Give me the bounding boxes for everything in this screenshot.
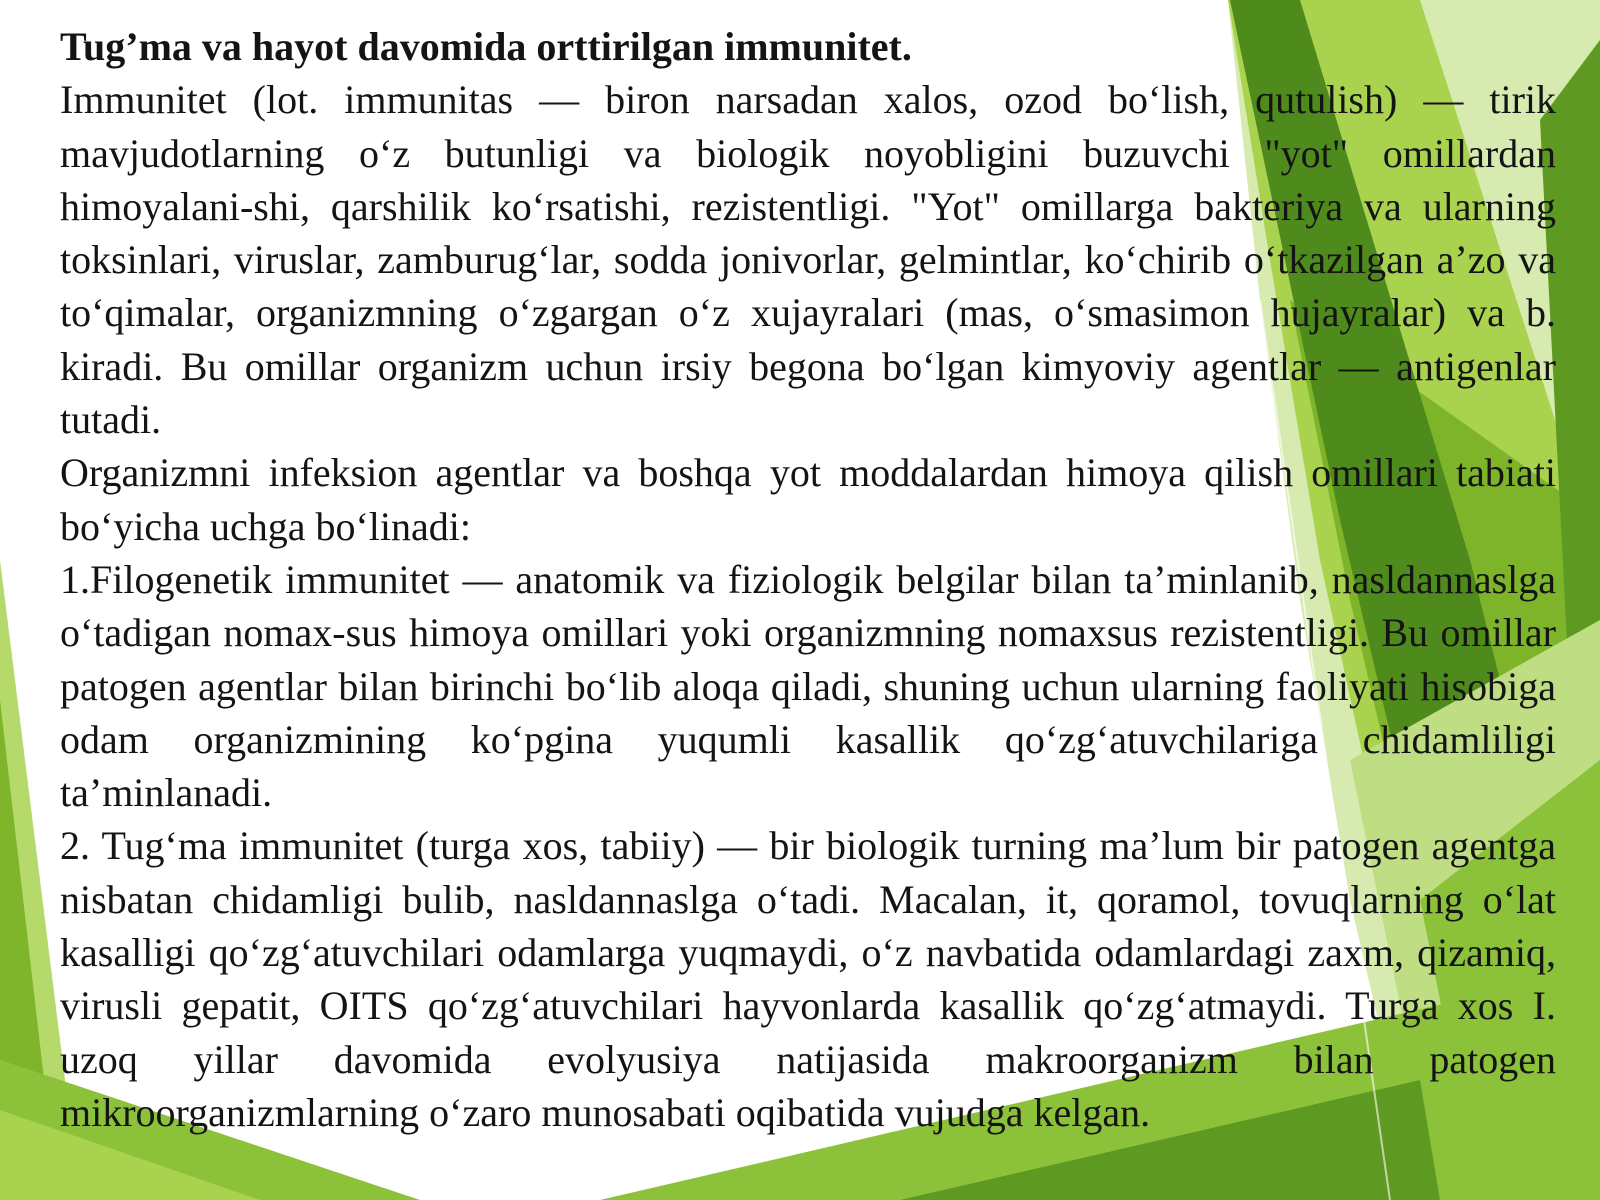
paragraph-innate-immunity: 2. Tugʻma immunitet (turga xos, tabiiy) — bir biologik turning ma’lum bir patogen agentga nisbatan chidamligi bulib, nasldannaslga oʻtadi. Macalan, it, qoramol, tovuqlarning oʻlat kasalligi qoʻzgʻatuvchilari odamlarga yuqmaydi, oʻz navbatida odamlardagi zaxm, qizamiq, virusli gepatit, OITS qoʻzgʻatuvchilari hayvonlarda kasallik qoʻzgʻatmaydi. Turga xos I. uzoq yillar davomida evolyusiya natijasida makroorganizm bilan patogen mikroorganizmlarning oʻzaro munosabati oqibatida vujudga kelgan. (60, 823, 1556, 1135)
paragraph-definition: Immunitet (lot. immunitas — biron narsadan xalos, ozod boʻlish, qutulish) — tirik mavjudotlarning oʻz butunligi va biologik noyobligini buzuvchi "yot" omillardan himoyalani-shi, qarshilik koʻrsatishi, rezistentligi. "Yot" omillarga bakteriya va ularning toksinlari, viruslar, zamburugʻlar, sodda jonivorlar, gelmintlar, koʻchirib oʻtkazilgan a’zo va toʻqimalar, organizmning oʻzgargan oʻz xujayralari (mas, oʻsmasimon hujayralar) va b. kiradi. Bu omillar organizm uchun irsiy begona boʻlgan kimyoviy agentlar — antigenlar tutadi. (60, 77, 1556, 443)
slide-title: Tug’ma va hayot davomida orttirilgan immunitet. (60, 24, 912, 69)
slide-content (60, 20, 1556, 1139)
paragraph-phylogenetic-immunity: 1.Filogenetik immunitet — anatomik va fiziologik belgilar bilan ta’minlanib, nasldannaslga oʻtadigan nomax-sus himoya omillari yoki organizmning nomaxsus rezistentligi. Bu omillar patogen agentlar bilan birinchi boʻlib aloqa qiladi, shuning uchun ularning faoliyati hisobiga odam organizmining koʻpgina yuqumli kasallik qoʻzgʻatuvchilariga chidamliligi ta’minlanadi. (60, 556, 1556, 816)
paragraph-classification: Organizmni infeksion agentlar va boshqa yot moddalardan himoya qilish omillari tabiati boʻyicha uchga boʻlinadi: (60, 450, 1556, 549)
